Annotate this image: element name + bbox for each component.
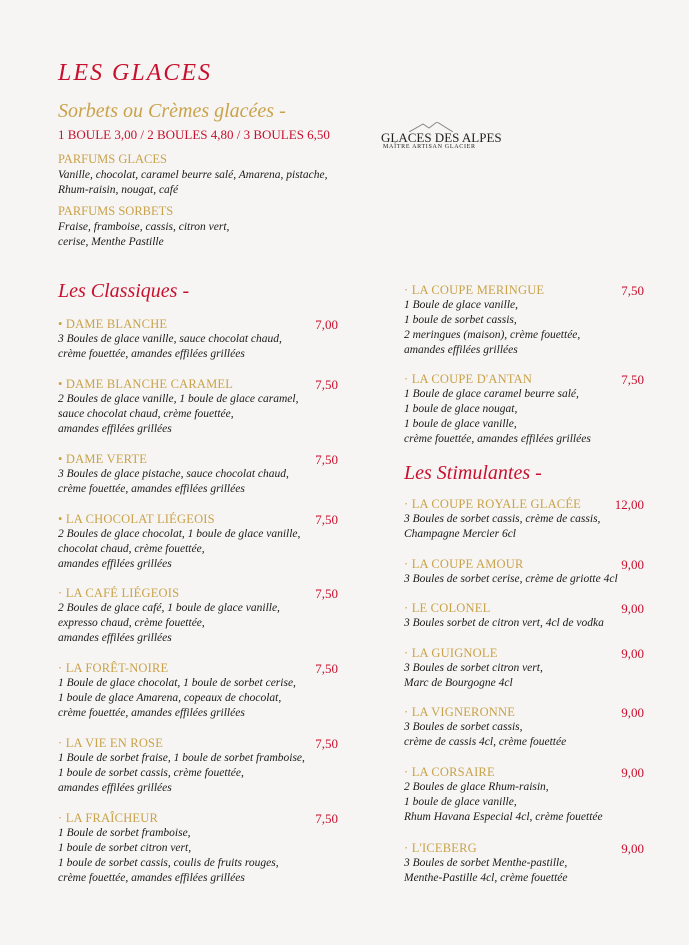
menu-item bbox=[58, 736, 338, 796]
menu-item-price: 12,00 bbox=[614, 497, 644, 512]
menu-item-name: · LA COUPE D'ANTAN bbox=[404, 372, 533, 386]
parfums-sorbets-title: PARFUMS SORBETS bbox=[58, 204, 174, 218]
menu-item-description: 1 Boule de glace vanille, 1 boule de sorbet cassis, 2 meringues (maison), crème fouettée, amandes effilées grillées bbox=[404, 299, 581, 356]
menu-item-name: · LA VIE EN ROSE bbox=[58, 736, 164, 750]
menu-item-price: 7,50 bbox=[315, 377, 338, 392]
brand-logo bbox=[381, 122, 502, 154]
menu-item-name: · LA CORSAIRE bbox=[404, 765, 495, 779]
menu-item-description: 3 Boules de glace vanille, sauce chocolat chaud, crème fouettée, amandes effilées grillées bbox=[58, 333, 282, 360]
menu-item-price: 7,50 bbox=[315, 452, 338, 467]
menu-item-name: · LA FRAÎCHEUR bbox=[58, 811, 159, 825]
menu-item-price: 9,00 bbox=[621, 841, 644, 856]
menu-item-price: 7,50 bbox=[315, 661, 338, 676]
menu-item-price: 7,50 bbox=[315, 512, 338, 527]
menu-item bbox=[58, 586, 338, 646]
menu-item-description: 3 Boules de glace pistache, sauce chocolat chaud, crème fouettée, amandes effilées grillées bbox=[58, 468, 289, 495]
parfums-sorbets-text: Fraise, framboise, cassis, citron vert, cerise, Menthe Pastille bbox=[58, 221, 230, 248]
menu-item-description: 3 Boules sorbet de citron vert, 4cl de vodka bbox=[404, 617, 604, 629]
menu-item-name: • DAME BLANCHE bbox=[58, 317, 168, 331]
menu-item-description: 3 Boules de sorbet cassis, crème de cassis 4cl, crème fouettée bbox=[404, 721, 567, 748]
menu-item-name: · LA COUPE AMOUR bbox=[404, 557, 524, 571]
menu-item-price: 7,50 bbox=[621, 372, 644, 387]
parfums-glaces-title: PARFUMS GLACES bbox=[58, 152, 167, 166]
menu-item bbox=[58, 317, 338, 362]
menu-item bbox=[58, 452, 338, 497]
menu-item-description: 2 Boules de glace chocolat, 1 boule de glace vanille, chocolat chaud, crème fouettée, amandes effilées grillées bbox=[58, 528, 301, 570]
menu-item-description: 3 Boules de sorbet citron vert, Marc de Bourgogne 4cl bbox=[404, 662, 543, 689]
menu-item-price: 7,50 bbox=[315, 811, 338, 826]
menu-item-description: 2 Boules de glace vanille, 1 boule de glace caramel, sauce chocolat chaud, crème fouettée, amandes effilées grillées bbox=[58, 393, 299, 435]
menu-item bbox=[58, 811, 338, 886]
menu-item-name: · LE COLONEL bbox=[404, 601, 491, 615]
menu-item-name: · LA CAFÉ LIÉGEOIS bbox=[58, 586, 180, 600]
parfums-glaces-text: Vanille, chocolat, caramel beurre salé, Amarena, pistache, Rhum-raisin, nougat, café bbox=[58, 169, 328, 196]
menu-item bbox=[404, 601, 644, 631]
menu-item-description: 3 Boules de sorbet cassis, crème de cassis, Champagne Mercier 6cl bbox=[404, 513, 601, 540]
menu-item-price: 7,00 bbox=[315, 317, 338, 332]
section-title-classiques: Les Classiques - bbox=[58, 280, 190, 302]
page-subtitle: Sorbets ou Crèmes glacées - bbox=[58, 100, 286, 122]
menu-item-name: · LA VIGNERONNE bbox=[404, 705, 516, 719]
menu-item-description: 2 Boules de glace café, 1 boule de glace vanille, expresso chaud, crème fouettée, amandes effilées grillées bbox=[58, 602, 280, 644]
menu-item-description: 3 Boules de sorbet Menthe-pastille, Menthe-Pastille 4cl, crème fouettée bbox=[404, 857, 568, 884]
section-title-stimulantes: Les Stimulantes - bbox=[404, 462, 542, 484]
menu-item-description: 2 Boules de glace Rhum-raisin, 1 boule de glace vanille, Rhum Havana Especial 4cl, crème fouettée bbox=[404, 781, 603, 823]
menu-item-price: 9,00 bbox=[621, 557, 644, 572]
menu-item-description: 1 Boule de glace caramel beurre salé, 1 boule de glace nougat, 1 boule de glace vanille, crème fouettée, amandes effilées grillées bbox=[404, 388, 591, 445]
menu-item bbox=[404, 497, 644, 542]
menu-item bbox=[58, 661, 338, 721]
menu-item bbox=[404, 557, 644, 587]
logo-name: GLACES DES ALPES bbox=[381, 130, 502, 145]
menu-item bbox=[58, 377, 338, 437]
menu-item-description: 1 Boule de sorbet framboise, 1 boule de sorbet citron vert, 1 boule de sorbet cassis, coulis de fruits rouges, crème fouettée, amandes effilées grillées bbox=[58, 827, 279, 884]
menu-item-price: 9,00 bbox=[621, 705, 644, 720]
menu-item bbox=[404, 765, 644, 825]
menu-item-price: 7,50 bbox=[621, 283, 644, 298]
menu-item-name: • DAME VERTE bbox=[58, 452, 148, 466]
menu-item-description: 1 Boule de sorbet fraise, 1 boule de sorbet framboise, 1 boule de sorbet cassis, crème fouettée, amandes effilées grillées bbox=[58, 752, 305, 794]
menu-item-description: 1 Boule de glace chocolat, 1 boule de sorbet cerise, 1 boule de glace Amarena, copeaux de chocolat, crème fouettée, amandes effilées grillées bbox=[58, 677, 296, 719]
menu-item bbox=[404, 646, 644, 691]
menu-item-price: 9,00 bbox=[621, 601, 644, 616]
menu-item-price: 9,00 bbox=[621, 646, 644, 661]
page-title: LES GLACES bbox=[58, 60, 213, 86]
scoop-prices: 1 BOULE 3,00 / 2 BOULES 4,80 / 3 BOULES 6,50 bbox=[58, 127, 330, 142]
menu-item-name: · LA COUPE MERINGUE bbox=[404, 283, 545, 297]
menu-item bbox=[404, 841, 644, 886]
menu-item-name: · LA GUIGNOLE bbox=[404, 646, 498, 660]
menu-item-price: 7,50 bbox=[315, 586, 338, 601]
menu-item bbox=[58, 512, 338, 572]
menu-item-name: • LA CHOCOLAT LIÉGEOIS bbox=[58, 512, 215, 526]
menu-item-description: 3 Boules de sorbet cerise, crème de griotte 4cl bbox=[404, 573, 618, 585]
menu-item bbox=[404, 705, 644, 750]
menu-item bbox=[404, 283, 644, 358]
menu-item bbox=[404, 372, 644, 447]
menu-item-price: 9,00 bbox=[621, 765, 644, 780]
logo-tagline: MAÎTRE ARTISAN GLACIER bbox=[383, 144, 476, 150]
menu-item-name: • DAME BLANCHE CARAMEL bbox=[58, 377, 234, 391]
menu-item-name: · LA COUPE ROYALE GLACÉE bbox=[404, 497, 582, 511]
menu-item-price: 7,50 bbox=[315, 736, 338, 751]
menu-item-name: · LA FORÊT-NOIRE bbox=[58, 661, 169, 675]
menu-item-name: · L'ICEBERG bbox=[404, 841, 477, 855]
